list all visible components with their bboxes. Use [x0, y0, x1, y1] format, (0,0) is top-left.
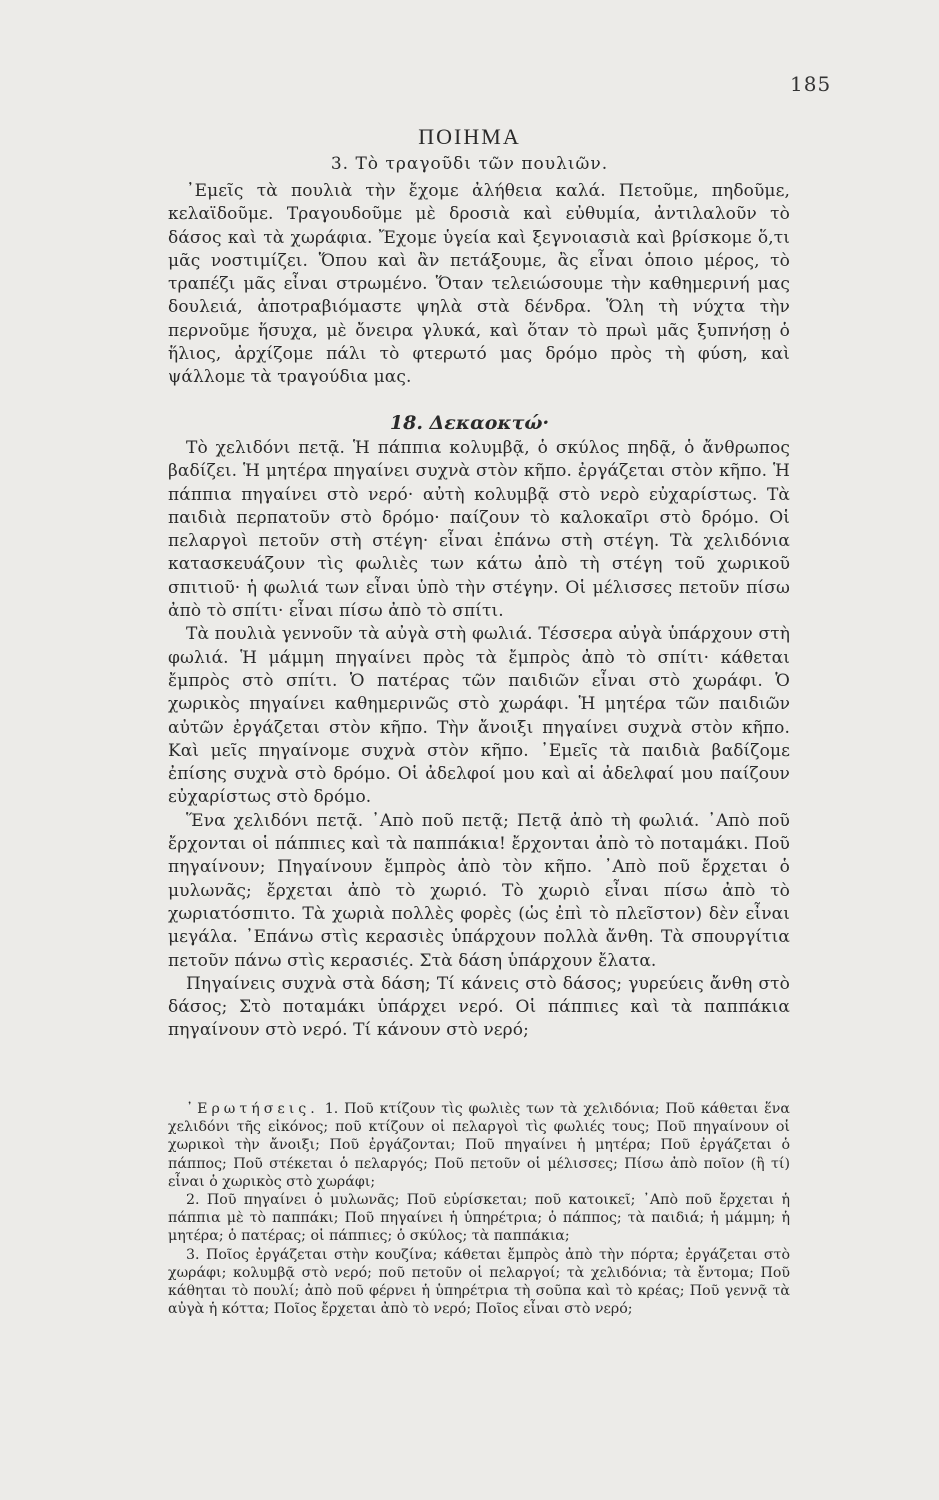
lesson-paragraph-2: Τὰ πουλιὰ γεννοῦν τὰ αὐγὰ στὴ φωλιά. Τέσσερα αὐγὰ ὑπάρχουν στὴ φωλιά. Ἡ μάμμη πηγαίνει πρὸς τὰ ἔμπρὸς ἀπὸ τὸ σπίτι· κάθεται ἔμπρὸς στὸ σπίτι. Ὁ πατέρας τῶν παιδιῶν εἶναι στὸ χωράφι. Ὁ χωρικὸς πηγαίνει καθημερινῶς στὸ χωράφι. Ἡ μητέρα τῶν παιδιῶν αὐτῶν ἐργάζεται στὸν κῆπο. Τὴν ἄνοιξι πηγαίνει συχνὰ στὸν κῆπο. Καὶ μεῖς πηγαίνομε συχνὰ στὸν κῆπο. ᾿Εμεῖς τὰ παιδιὰ βαδίζομε ἐπίσης συχνὰ στὸ δρόμο. Οἱ ἀδελφοί μου καὶ αἱ ἀδελφαί μου παίζουν εὐχαρίστως στὸ δρόμο.	[168, 624, 790, 808]
question-2: 2. Ποῦ πηγαίνει ὁ μυλωνᾶς; Ποῦ εὑρίσκεται; ποῦ κατοικεῖ; ᾿Απὸ ποῦ ἔρχεται ἡ πάππια μὲ τὸ παππάκι; Ποῦ πηγαίνει ἡ ὑπηρέτρια; ὁ πάππος; τὰ παιδιά; ἡ μάμμη; ἡ μητέρα; ὁ πατέρας; οἱ πάππιες; ὁ σκύλος; τὰ παππάκια;	[168, 1192, 790, 1245]
question-1	[168, 1100, 790, 1191]
poem-heading: ΠΟΙΗΜΑ	[418, 124, 521, 149]
poem-text	[168, 180, 790, 390]
question-1-text: 1. Ποῦ κτίζουν τὶς φωλιὲς των τὰ χελιδόνια; Ποῦ κάθεται ἕνα χελιδόνι τῆς εἰκόνος; ποῦ κτίζουν οἱ πελαργοὶ τὶς φωλιές τους; Ποῦ πηγαίνουν οἱ χωρικοὶ τὴν ἄνοιξι; Ποῦ ἐργάζονται; Ποῦ πηγαίνει ἡ μητέρα; Ποῦ ἐργάζεται ὁ πάππος; Ποῦ στέκεται ὁ πελαργός; Ποῦ πετοῦν οἱ μέλισσες; Πίσω ἀπὸ ποῖον (ἢ τί) εἶναι ὁ χωρικὸς στὸ χωράφι;	[168, 1101, 790, 1190]
lesson-paragraph-3: Ἕνα χελιδόνι πετᾷ. ᾿Απὸ ποῦ πετᾷ; Πετᾷ ἀπὸ τὴ φωλιά. ᾿Απὸ ποῦ ἔρχονται οἱ πάππιες καὶ τὰ παππάκια! ἔρχονται ἀπὸ τὸ ποταμάκι. Ποῦ πηγαίνουν; Πηγαίνουν ἔμπρὸς ἀπὸ τὸν κῆπο. ᾿Απὸ ποῦ ἔρχεται ὁ μυλωνᾶς; ἔρχεται ἀπὸ τὸ χωριό. Τὸ χωριὸ εἶναι πίσω ἀπὸ τὸ χωριατόσπιτο. Τὰ χωριὰ πολλὲς φορὲς (ὡς ἐπὶ τὸ πλεῖστον) δὲν εἶναι μεγάλα. ᾿Επάνω στὶς κερασιὲς ὑπάρχουν πολλὰ ἄνθη. Τὰ σπουργίτια πετοῦν πάνω στὶς κερασιές. Στὰ δάση ὑπάρχουν ἔλατα.	[168, 810, 790, 971]
lesson-paragraph-1: Τὸ χελιδόνι πετᾷ. Ἡ πάππια κολυμβᾷ, ὁ σκύλος πηδᾷ, ὁ ἄνθρωπος βαδίζει. Ἡ μητέρα πηγαίνει συχνὰ στὸν κῆπο. ἐργάζεται στὸν κῆπο. Ἡ πάππια πηγαίνει στὸ νερό· αὐτὴ κολυμβᾷ στὸ νερὸ εὐχαρίστως. Τὰ παιδιὰ περπατοῦν στὸ δρόμο· παίζουν τὸ καλοκαῖρι στὸ δρόμο. Οἱ πελαργοὶ πετοῦν στὴ στέγη· εἶναι ἐπάνω στὴ στέγη. Τὰ χελιδόνια κατασκευάζουν τὶς φωλιὲς των κάτω ἀπὸ τὴ στέγη τοῦ χωρικοῦ σπιτιοῦ· ἡ φωλιά των εἶναι ὑπὸ τὴν στέγην. Οἱ μέλισσες πετοῦν πίσω ἀπὸ τὸ σπίτι· εἶναι πίσω ἀπὸ τὸ σπίτι.	[168, 438, 790, 622]
poem-paragraph: ᾿Εμεῖς τὰ πουλιὰ τὴν ἔχομε ἀλήθεια καλά. Πετοῦμε, πηδοῦμε, κελαϊδοῦμε. Τραγουδοῦμε μὲ δροσιὰ καὶ εὐθυμία, ἀντιλαλοῦν τὸ δάσος καὶ τὰ χωράφια. Ἔχομε ὑγεία καὶ ξεγνοιασιὰ καὶ βρίσκομε ὅ,τι μᾶς νοστιμίζει. Ὅπου καὶ ἂν πετάξουμε, ἂς εἶναι ὁποιο μέρος, τὸ τραπέζι μᾶς εἶναι στρωμένο. Ὅταν τελειώσουμε τὴν καθημερινή μας δουλειά, ἀποτραβιόμαστε ψηλὰ στὰ δένδρα. Ὅλη τὴ νύχτα τὴν περνοῦμε ἥσυχα, μὲ ὄνειρα γλυκά, καὶ ὅταν τὸ πρωὶ μᾶς ξυπνήσῃ ὁ ἥλιος, ἀρχίζομε πάλι τὸ φτερωτό μας δρόμο πρὸς τὴ φύση, καὶ ψάλλομε τὰ τραγούδια μας.	[168, 181, 790, 388]
questions-label: ᾿Ερωτήσεις.	[186, 1101, 319, 1117]
lesson-heading: 18. Δεκαοκτώ·	[389, 412, 550, 434]
question-3: 3. Ποῖος ἐργάζεται στὴν κουζίνα; κάθεται ἔμπρὸς ἀπὸ τὴν πόρτα; ἐργάζεται στὸ χωράφι; κολυμβᾷ στὸ νερό; ποῦ πετοῦν οἱ πελαργοί; τὰ χελιδόνια; τὰ ἔντομα; Ποῦ κάθηται τὸ πουλί; ἀπὸ ποῦ φέρνει ἡ ὑπηρέτρια τὴ σοῦπα καὶ τὸ κρέας; Ποῦ γεννᾷ τὰ αὐγὰ ἡ κόττα; Ποῖος ἔρχεται ἀπὸ τὸ νερό; Ποῖος εἶναι στὸ νερό;	[168, 1246, 790, 1318]
page-number: 185	[790, 72, 832, 96]
lesson-paragraph-4: Πηγαίνεις συχνὰ στὰ δάση; Τί κάνεις στὸ δάσος; γυρεύεις ἄνθη στὸ δάσος; Στὸ ποταμάκι ὑπάρχει νερό. Οἱ πάππιες καὶ τὰ παππάκια πηγαίνουν στὸ νερό. Τί κάνουν στὸ νερό;	[168, 973, 790, 1041]
poem-subtitle: 3. Τὸ τραγοῦδι τῶν πουλιῶν.	[330, 154, 609, 174]
lesson-text	[168, 437, 790, 1043]
questions-block	[168, 1100, 790, 1318]
